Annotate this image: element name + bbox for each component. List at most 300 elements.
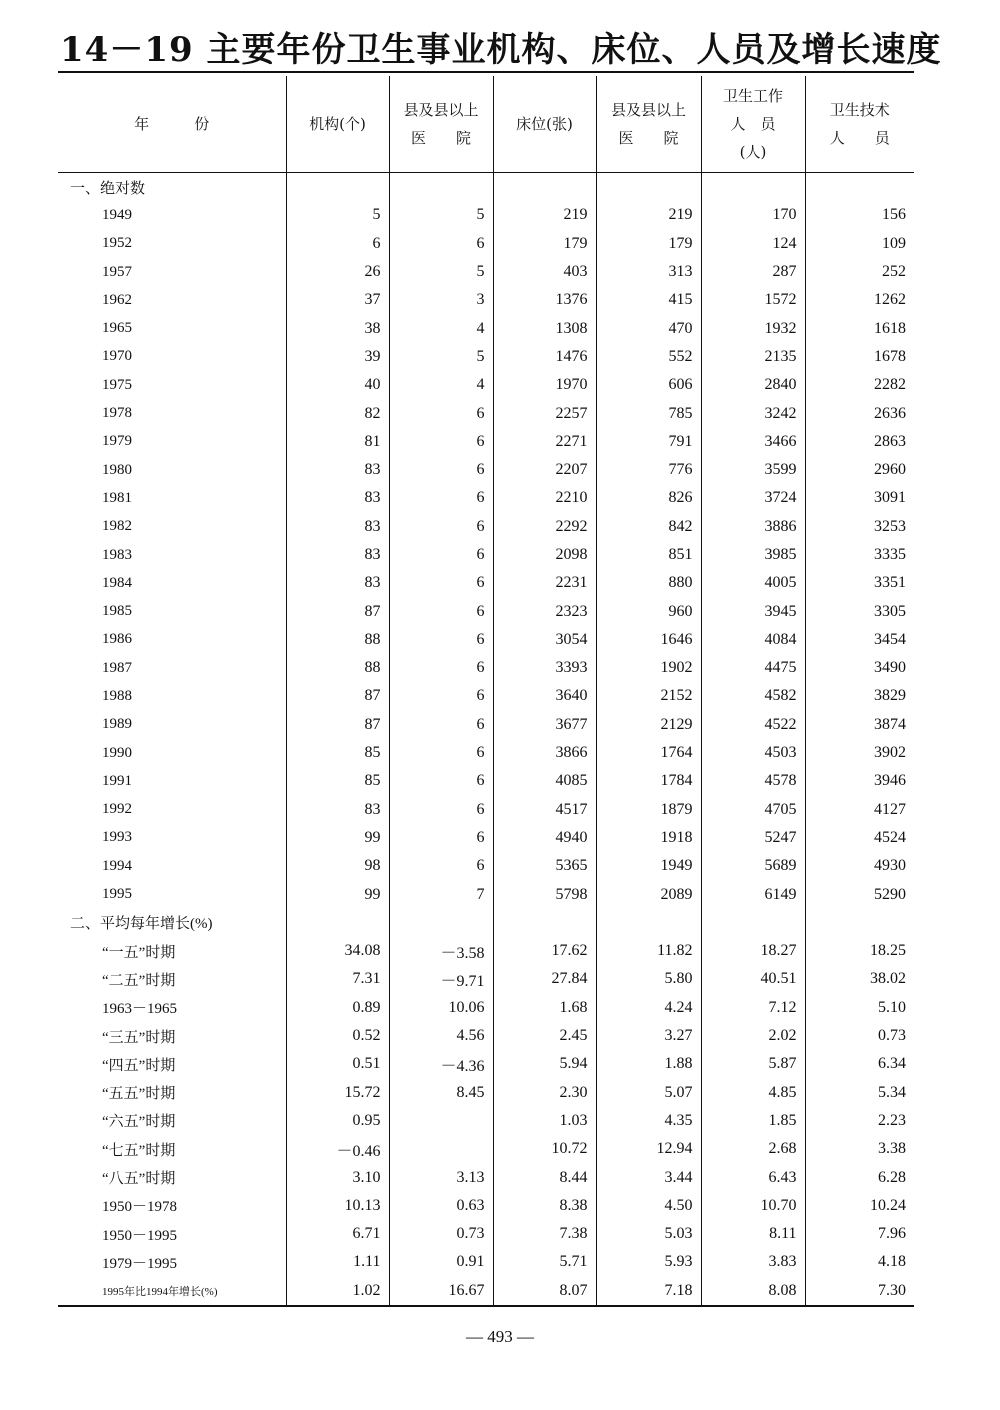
absolute-row <box>58 711 914 739</box>
table-cell: 4.56 <box>389 1022 493 1050</box>
absolute-row <box>58 343 914 371</box>
table-cell: 1932 <box>701 314 805 342</box>
table-cell: 83 <box>286 456 389 484</box>
row-label: 1989 <box>102 716 132 733</box>
row-label: 1983 <box>102 546 132 563</box>
row-label: 1980 <box>102 461 132 478</box>
section-growth-label: 二、平均每年增长(%) <box>70 916 213 933</box>
table-cell: 99 <box>286 880 389 908</box>
table-cell: 6.43 <box>701 1163 805 1191</box>
table-cell: 6 <box>389 484 493 512</box>
table-cell: 2.02 <box>701 1022 805 1050</box>
statistics-table <box>58 76 914 1307</box>
title-rule <box>58 71 914 73</box>
table-cell: 18.27 <box>701 937 805 965</box>
table-cell: 1262 <box>805 286 914 314</box>
growth-row <box>58 1163 914 1191</box>
table-cell: 1678 <box>805 343 914 371</box>
table-cell: 776 <box>596 456 701 484</box>
table-cell <box>701 909 805 937</box>
table-cell: 3.27 <box>596 1022 701 1050</box>
table-cell <box>286 909 389 937</box>
table-cell: 4475 <box>701 654 805 682</box>
table-header-row <box>58 76 914 173</box>
table-cell: 179 <box>493 230 596 258</box>
table-cell: 3.83 <box>701 1248 805 1276</box>
table-cell: 37 <box>286 286 389 314</box>
table-cell: 10.72 <box>493 1135 596 1163</box>
absolute-row <box>58 880 914 908</box>
table-cell: 8.07 <box>493 1277 596 1306</box>
table-cell: 6 <box>389 626 493 654</box>
table-cell: 85 <box>286 739 389 767</box>
row-label: “三五”时期 <box>102 1029 176 1046</box>
table-cell: 40.51 <box>701 965 805 993</box>
table-cell: 83 <box>286 513 389 541</box>
table-cell: 85 <box>286 767 389 795</box>
table-cell: 252 <box>805 258 914 286</box>
row-label: 1993 <box>102 829 132 846</box>
growth-row <box>58 1022 914 1050</box>
table-cell: 7.12 <box>701 994 805 1022</box>
table-cell: 3829 <box>805 682 914 710</box>
table-cell: 8.11 <box>701 1220 805 1248</box>
table-cell: 88 <box>286 654 389 682</box>
row-label: 1988 <box>102 687 132 704</box>
table-cell: 0.89 <box>286 994 389 1022</box>
table-cell: 170 <box>701 201 805 229</box>
header-beds-label: 床位(张) <box>516 115 573 133</box>
table-cell: 3253 <box>805 513 914 541</box>
table-cell: 6 <box>389 796 493 824</box>
table-cell: 4.85 <box>701 1079 805 1107</box>
table-cell: 2089 <box>596 880 701 908</box>
absolute-row <box>58 852 914 880</box>
table-cell: 1.88 <box>596 1050 701 1078</box>
table-cell <box>596 909 701 937</box>
table-cell: 4524 <box>805 824 914 852</box>
table-cell: 4005 <box>701 569 805 597</box>
table-cell: 3985 <box>701 541 805 569</box>
page-title: 14－19 主要年份卫生事业机构、床位、人员及增长速度 <box>60 30 942 70</box>
table-cell: 4522 <box>701 711 805 739</box>
growth-row <box>58 937 914 965</box>
table-cell: 1308 <box>493 314 596 342</box>
growth-row <box>58 1277 914 1306</box>
table-cell: 6 <box>389 711 493 739</box>
table-cell: 1618 <box>805 314 914 342</box>
table-cell: 606 <box>596 371 701 399</box>
header-institutions <box>286 76 389 173</box>
table-cell: 3091 <box>805 484 914 512</box>
table-cell <box>805 173 914 202</box>
table-cell: 2207 <box>493 456 596 484</box>
table-cell <box>596 173 701 202</box>
row-label: 1991 <box>102 772 132 789</box>
row-label: “一五”时期 <box>102 944 176 961</box>
absolute-row <box>58 597 914 625</box>
row-label: 1987 <box>102 659 132 676</box>
table-cell: 8.08 <box>701 1277 805 1306</box>
table-cell: 0.91 <box>389 1248 493 1276</box>
table-cell: 3054 <box>493 626 596 654</box>
table-cell: 83 <box>286 541 389 569</box>
growth-row <box>58 1050 914 1078</box>
table-cell: 6 <box>389 824 493 852</box>
row-label: 1992 <box>102 801 132 818</box>
table-cell: 6 <box>286 230 389 258</box>
row-label: 1982 <box>102 518 132 535</box>
table-cell: 6 <box>389 513 493 541</box>
table-cell: 4705 <box>701 796 805 824</box>
table-cell: 156 <box>805 201 914 229</box>
table-cell: 2863 <box>805 428 914 456</box>
table-cell: 6 <box>389 597 493 625</box>
table-cell: 87 <box>286 597 389 625</box>
table-cell: 5.80 <box>596 965 701 993</box>
table-cell: 34.08 <box>286 937 389 965</box>
table-cell <box>389 1107 493 1135</box>
table-cell: 83 <box>286 796 389 824</box>
table-cell: 960 <box>596 597 701 625</box>
table-cell <box>493 909 596 937</box>
table-cell: 2323 <box>493 597 596 625</box>
table-cell: 0.95 <box>286 1107 389 1135</box>
table-cell: 0.73 <box>389 1220 493 1248</box>
table-cell: 2210 <box>493 484 596 512</box>
table-cell: 2135 <box>701 343 805 371</box>
table-cell: 3724 <box>701 484 805 512</box>
row-label: 1975 <box>102 376 132 393</box>
table-cell: 5.94 <box>493 1050 596 1078</box>
table-cell: 40 <box>286 371 389 399</box>
table-cell: 99 <box>286 824 389 852</box>
table-cell: 0.52 <box>286 1022 389 1050</box>
header-health-workers-label: 卫生工作 人 员 (人) <box>722 87 783 161</box>
table-cell: 4578 <box>701 767 805 795</box>
table-cell: 18.25 <box>805 937 914 965</box>
table-cell: 12.94 <box>596 1135 701 1163</box>
row-label: 1950－1978 <box>102 1199 178 1216</box>
absolute-row <box>58 569 914 597</box>
table-cell: 4503 <box>701 739 805 767</box>
absolute-row <box>58 286 914 314</box>
table-cell: 3.10 <box>286 1163 389 1191</box>
table-cell: 11.82 <box>596 937 701 965</box>
table-cell: 2.68 <box>701 1135 805 1163</box>
row-label: 1957 <box>102 263 132 280</box>
absolute-row <box>58 654 914 682</box>
table-cell: 5 <box>389 343 493 371</box>
table-cell: 3.13 <box>389 1163 493 1191</box>
table-cell: 552 <box>596 343 701 371</box>
table-cell: 87 <box>286 711 389 739</box>
header-county-hospitals-inst-label: 县及县以上 医 院 <box>403 101 479 147</box>
table-cell: 3351 <box>805 569 914 597</box>
table-cell: 6 <box>389 852 493 880</box>
absolute-row <box>58 399 914 427</box>
table-cell: 785 <box>596 399 701 427</box>
table-cell: 82 <box>286 399 389 427</box>
table-cell: 83 <box>286 484 389 512</box>
row-label: “六五”时期 <box>102 1114 176 1131</box>
table-cell: 179 <box>596 230 701 258</box>
table-cell: 3454 <box>805 626 914 654</box>
table-cell: 8.38 <box>493 1192 596 1220</box>
table-cell: 5 <box>286 201 389 229</box>
growth-row <box>58 1248 914 1276</box>
absolute-row <box>58 513 914 541</box>
table-cell: 7.96 <box>805 1220 914 1248</box>
row-label: 1979 <box>102 433 132 450</box>
header-county-hospitals-inst <box>389 76 493 173</box>
table-cell: 6 <box>389 767 493 795</box>
table-cell: 6 <box>389 654 493 682</box>
table-cell: 3640 <box>493 682 596 710</box>
table-cell: 1476 <box>493 343 596 371</box>
table-cell: 5 <box>389 201 493 229</box>
table-cell: 2960 <box>805 456 914 484</box>
growth-row <box>58 994 914 1022</box>
header-county-hospitals-beds-label: 县及县以上 医 院 <box>610 101 686 147</box>
table-cell: 6.28 <box>805 1163 914 1191</box>
table-cell: 3902 <box>805 739 914 767</box>
row-label: 1985 <box>102 603 132 620</box>
table-cell: 6.71 <box>286 1220 389 1248</box>
table-cell: 3242 <box>701 399 805 427</box>
table-cell: 26 <box>286 258 389 286</box>
table-cell: 6.34 <box>805 1050 914 1078</box>
table-cell: 1646 <box>596 626 701 654</box>
row-label: 1950－1995 <box>102 1227 178 1244</box>
table-cell: 109 <box>805 230 914 258</box>
table-cell: 287 <box>701 258 805 286</box>
absolute-row <box>58 258 914 286</box>
table-cell: 3866 <box>493 739 596 767</box>
absolute-row <box>58 428 914 456</box>
table-cell: 4.18 <box>805 1248 914 1276</box>
table-cell: 2.30 <box>493 1079 596 1107</box>
table-cell: 6 <box>389 569 493 597</box>
table-cell: 38.02 <box>805 965 914 993</box>
table-cell: 2.23 <box>805 1107 914 1135</box>
table-cell: 851 <box>596 541 701 569</box>
table-cell: 3946 <box>805 767 914 795</box>
table-cell <box>389 1135 493 1163</box>
growth-row <box>58 1079 914 1107</box>
row-label: 1970 <box>102 348 132 365</box>
table-cell: 6 <box>389 399 493 427</box>
absolute-row <box>58 796 914 824</box>
table-cell: 2257 <box>493 399 596 427</box>
table-cell: 4127 <box>805 796 914 824</box>
table-cell: 10.24 <box>805 1192 914 1220</box>
table-cell <box>805 909 914 937</box>
table-cell: 1572 <box>701 286 805 314</box>
table-cell: 2129 <box>596 711 701 739</box>
table-cell: 3874 <box>805 711 914 739</box>
table-cell: 4940 <box>493 824 596 852</box>
table-cell: 4085 <box>493 767 596 795</box>
table-cell: 5290 <box>805 880 914 908</box>
table-cell: 10.06 <box>389 994 493 1022</box>
table-cell: 791 <box>596 428 701 456</box>
absolute-row <box>58 682 914 710</box>
table-cell: －4.36 <box>389 1050 493 1078</box>
table-cell: 1764 <box>596 739 701 767</box>
table-cell: 2282 <box>805 371 914 399</box>
absolute-row <box>58 314 914 342</box>
absolute-row <box>58 824 914 852</box>
table-cell: 88 <box>286 626 389 654</box>
table-cell: 3945 <box>701 597 805 625</box>
table-cell <box>701 173 805 202</box>
section-absolute <box>58 173 914 202</box>
table-cell: 0.73 <box>805 1022 914 1050</box>
table-cell: 7.18 <box>596 1277 701 1306</box>
section-absolute-label: 一、绝对数 <box>70 180 146 197</box>
table-cell: 10.13 <box>286 1192 389 1220</box>
table-cell: 7.31 <box>286 965 389 993</box>
table-cell <box>286 173 389 202</box>
table-cell: 403 <box>493 258 596 286</box>
table-cell: 6149 <box>701 880 805 908</box>
absolute-row <box>58 626 914 654</box>
header-county-hospitals-beds <box>596 76 701 173</box>
table-cell: 87 <box>286 682 389 710</box>
table-cell: 3886 <box>701 513 805 541</box>
table-cell: 5.87 <box>701 1050 805 1078</box>
table-cell: 4.50 <box>596 1192 701 1220</box>
row-label: “二五”时期 <box>102 972 176 989</box>
row-label: 1990 <box>102 744 132 761</box>
table-cell: 880 <box>596 569 701 597</box>
table-cell: 415 <box>596 286 701 314</box>
table-cell: 2271 <box>493 428 596 456</box>
growth-row <box>58 1192 914 1220</box>
table-cell: 3335 <box>805 541 914 569</box>
growth-row <box>58 1135 914 1163</box>
table-cell: 5.71 <box>493 1248 596 1276</box>
table-cell: 1918 <box>596 824 701 852</box>
header-year <box>58 76 286 173</box>
absolute-row <box>58 371 914 399</box>
growth-row <box>58 1220 914 1248</box>
table-cell: 6 <box>389 230 493 258</box>
table-cell: 2.45 <box>493 1022 596 1050</box>
table-cell: 15.72 <box>286 1079 389 1107</box>
table-cell: 2152 <box>596 682 701 710</box>
table-cell: 6 <box>389 456 493 484</box>
table-cell: 3490 <box>805 654 914 682</box>
table-cell: 2840 <box>701 371 805 399</box>
table-cell: 98 <box>286 852 389 880</box>
table-cell: 38 <box>286 314 389 342</box>
table-cell: 5689 <box>701 852 805 880</box>
row-label: 1963－1965 <box>102 1001 178 1018</box>
table-cell: 3393 <box>493 654 596 682</box>
table-cell: 2292 <box>493 513 596 541</box>
table-cell: 4 <box>389 314 493 342</box>
table-cell: 3305 <box>805 597 914 625</box>
table-cell: 7.30 <box>805 1277 914 1306</box>
table-cell: 6 <box>389 682 493 710</box>
table-cell: －0.46 <box>286 1135 389 1163</box>
table-cell: 1376 <box>493 286 596 314</box>
table-cell: 5247 <box>701 824 805 852</box>
table-cell: －3.58 <box>389 937 493 965</box>
table-cell: 2231 <box>493 569 596 597</box>
table-cell: 470 <box>596 314 701 342</box>
table-cell <box>389 909 493 937</box>
absolute-row <box>58 201 914 229</box>
table-cell: 5 <box>389 258 493 286</box>
header-beds <box>493 76 596 173</box>
header-technical-staff <box>805 76 914 173</box>
absolute-row <box>58 456 914 484</box>
row-label: 1994 <box>102 857 132 874</box>
table-cell: 3.38 <box>805 1135 914 1163</box>
absolute-row <box>58 767 914 795</box>
growth-row <box>58 1107 914 1135</box>
table-cell <box>389 173 493 202</box>
table-cell: 219 <box>493 201 596 229</box>
table-cell: 4.35 <box>596 1107 701 1135</box>
header-institutions-label: 机构(个) <box>309 115 366 133</box>
table-cell: 2636 <box>805 399 914 427</box>
table-cell: 3599 <box>701 456 805 484</box>
table-cell: 1879 <box>596 796 701 824</box>
table-cell: 81 <box>286 428 389 456</box>
row-label: 1984 <box>102 574 132 591</box>
table-cell: 17.62 <box>493 937 596 965</box>
table-cell: 1784 <box>596 767 701 795</box>
table-cell: 4084 <box>701 626 805 654</box>
header-health-workers <box>701 76 805 173</box>
table-cell: 1902 <box>596 654 701 682</box>
table-cell: 39 <box>286 343 389 371</box>
table-cell: 7 <box>389 880 493 908</box>
absolute-row <box>58 541 914 569</box>
table-cell: 4517 <box>493 796 596 824</box>
absolute-row <box>58 484 914 512</box>
row-label: 1949 <box>102 206 132 223</box>
row-label: “四五”时期 <box>102 1057 176 1074</box>
row-label: 1978 <box>102 405 132 422</box>
table-cell: 1.03 <box>493 1107 596 1135</box>
table-cell: 124 <box>701 230 805 258</box>
row-label: 1986 <box>102 631 132 648</box>
table-cell: －9.71 <box>389 965 493 993</box>
table-cell: 83 <box>286 569 389 597</box>
table-cell: 2098 <box>493 541 596 569</box>
row-label: 1962 <box>102 291 132 308</box>
row-label: “五五”时期 <box>102 1086 176 1103</box>
table-cell: 16.67 <box>389 1277 493 1306</box>
table-cell: 5.93 <box>596 1248 701 1276</box>
absolute-row <box>58 739 914 767</box>
page-number: — 493 — <box>466 1327 534 1346</box>
table-cell: 6 <box>389 428 493 456</box>
row-label: “八五”时期 <box>102 1171 176 1188</box>
table-cell: 6 <box>389 739 493 767</box>
row-label: 1965 <box>102 320 132 337</box>
table-body <box>58 173 914 1306</box>
row-label: 1995 <box>102 886 132 903</box>
header-year-label: 年 份 <box>134 115 210 133</box>
header-technical-staff-label: 卫生技术 人 员 <box>829 101 890 147</box>
table-cell: 4 <box>389 371 493 399</box>
